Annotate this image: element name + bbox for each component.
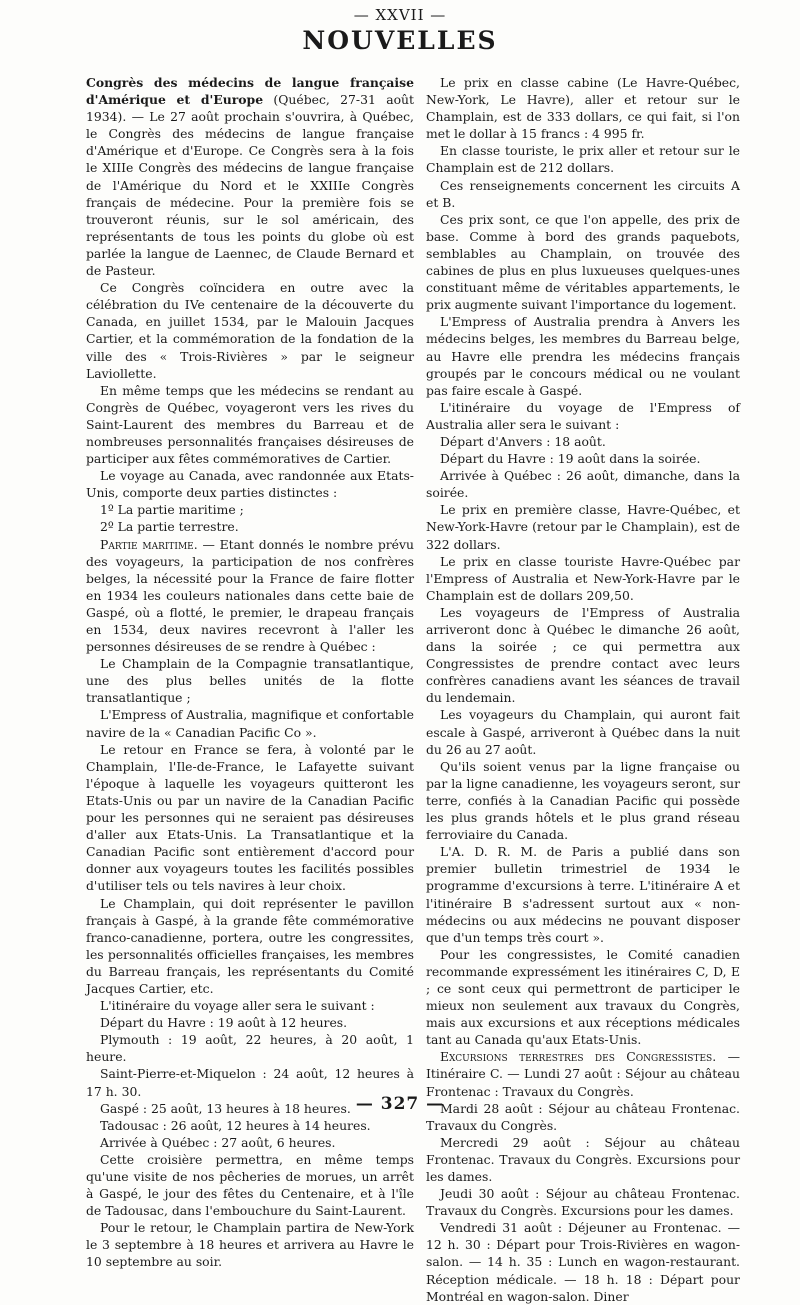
paragraph: Le prix en classe touriste Havre-Québec par l'Empress of Australia et New-York-Havre par le Champlain est de dollars 209,50. [426, 553, 740, 603]
paragraph: Ce Congrès coïncidera en outre avec la célébration du IVe centenaire de la découverte du Canada, en juillet 1534, par le Malouin Jacques Cartier, et la commémoration de la fondation de la ville des « Trois-Rivières » par le seigneur Laviollette. [86, 280, 414, 381]
paragraph: Le Champlain de la Compagnie transatlantique, une des plus belles unités de la flotte transatlantique ; [86, 656, 414, 706]
paragraph: Le prix en classe cabine (Le Havre-Québec, New-York, Le Havre), aller et retour sur le Champlain, est de 333 dollars, ce qui fait, si l'on met le dollar à 15 francs : 4 995 fr. [426, 75, 740, 142]
schedule-line: Départ du Havre : 19 août dans la soirée. [440, 451, 701, 467]
schedule-line: Saint-Pierre-et-Miquelon : 24 août, 12 heures à 17 h. 30. [86, 1066, 414, 1099]
paragraph: Cette croisière permettra, en même temps qu'une visite de nos pêcheries de morues, un arrêt à Gaspé, le jour des fêtes du Centenaire, et à l'île de Tadousac, dans l'embouchure du Saint-Laurent. [86, 1151, 414, 1219]
paragraph: L'Empress of Australia prendra à Anvers les médecins belges, les membres du Barreau belge, au Havre elle prendra les médecins français groupés par le concours médical ou ne voulant pas faire escale à Gaspé. [426, 314, 740, 398]
page-number: — 327 — [355, 1094, 445, 1114]
list-item: 1º La partie maritime ; [100, 502, 244, 518]
schedule-line: Plymouth : 19 août, 22 heures, à 20 août, 1 heure. [86, 1032, 414, 1065]
schedule-line: Arrivée à Québec : 26 août, dimanche, dans la soirée. [426, 468, 740, 501]
subheading: Excursions terrestres des Congressistes. [440, 1049, 717, 1065]
paragraph: Le Champlain, qui doit représenter le pavillon français à Gaspé, à la grande fête commémorative franco-canadienne, portera, outre les congressites, les personnalités officielles françaises, les membres du Barreau français, les représentants du Comité Jacques Cartier, etc. [86, 895, 414, 996]
paragraph: Pour les congressistes, le Comité canadien recommande expressément les itinéraires C, D, E ; ce sont ceux qui permettront de participer le mieux non seulement aux travaux du Congrès, mais aux excursions et aux réceptions médicales tant au Canada qu'aux Etats-Unis. [426, 946, 740, 1048]
schedule-line: Gaspé : 25 août, 13 heures à 18 heures. [100, 1100, 351, 1116]
subheading: Partie maritime. [100, 536, 198, 552]
paragraph [86, 536, 414, 656]
paragraph [86, 74, 414, 279]
paragraph: Mercredi 29 août : Séjour au château Frontenac. Travaux du Congrès. Excursions pour les dames. [426, 1134, 740, 1184]
paragraph: Jeudi 30 août : Séjour au château Frontenac. Travaux du Congrès. Excursions pour les dames. [426, 1186, 740, 1219]
right-column [426, 74, 740, 1305]
paragraph-text: (Québec, 27-31 août 1934). — Le 27 août prochain s'ouvrira, à Québec, le Congrès des médecins de langue française d'Amérique et d'Europe. Ce Congrès sera à la fois le XIIIe Congrès des médecins de langue française de l'Amérique du Nord et le XXIIIe Congrès français de médecine. Pour la première fois se trouveront réunis, sur le sol américain, des représentants de tous les points du globe où est parlée la langue de Laennec, de Claude Bernard et de Pasteur. [86, 92, 414, 279]
schedule-line: Départ du Havre : 19 août à 12 heures. [100, 1015, 348, 1031]
article-heading: Congrès des médecins de langue française d'Amérique et d'Europe [86, 75, 414, 108]
paragraph: L'Empress of Australia, magnifique et confortable navire de la « Canadian Pacific Co ». [86, 707, 414, 740]
paragraph: Les voyageurs de l'Empress of Australia arriveront donc à Québec le dimanche 26 août, dans la soirée ; ce qui permettra aux Congressistes de prendre contact avec leurs confrères canadiens avant les séances de travail du lendemain. [426, 604, 740, 706]
paragraph: En même temps que les médecins se rendant au Congrès de Québec, voyageront vers les rives du Saint-Laurent des membres du Barreau et de nombreuses personnalités françaises désireuses de participer aux fêtes commémoratives de Cartier. [86, 382, 414, 467]
left-column [86, 74, 414, 1271]
paragraph: Les voyageurs du Champlain, qui auront fait escale à Gaspé, arriveront à Québec dans la nuit du 26 au 27 août. [426, 707, 740, 757]
paragraph: L'itinéraire du voyage aller sera le suivant : [100, 998, 375, 1014]
schedule-line: Départ d'Anvers : 18 août. [440, 433, 606, 449]
paragraph: Le prix en première classe, Havre-Québec, et New-York-Havre (retour par le Champlain), est de 322 dollars. [426, 502, 740, 552]
paragraph: Ces prix sont, ce que l'on appelle, des prix de base. Comme à bord des grands paquebots, semblables au Champlain, on trouvée des cabines de plus en plus luxueuses quelques-unes constituant même de véritables appartements, le prix augmente suivant l'importance du logement. [426, 211, 740, 313]
paragraph: Le retour en France se fera, à volonté par le Champlain, l'Ile-de-France, le Lafayette suivant l'époque à laquelle les voyageurs quitteront les Etats-Unis ou par un navire de la Canadian Pacific pour les personnes qui ne seraient pas désireuses d'aller aux Etats-Unis. La Transatlantique et la Canadian Pacific sont entièrement d'accord pour donner aux voyageurs toutes les facilités possibles d'utiliser tels ou tels navires à leur choix. [86, 741, 414, 894]
paragraph: En classe touriste, le prix aller et retour sur le Champlain est de 212 dollars. [426, 143, 740, 176]
paragraph: Vendredi 31 août : Déjeuner au Frontenac. — 12 h. 30 : Départ pour Trois-Rivières en wagon-salon. — 14 h. 35 : Lunch en wagon-restaurant. Réception médicale. — 18 h. 18 : Départ pour Montréal en wagon-salon. Diner [426, 1220, 740, 1304]
paragraph: Le voyage au Canada, avec randonnée aux Etats-Unis, comporte deux parties distinctes : [86, 468, 414, 501]
paragraph: L'itinéraire du voyage de l'Empress of Australia aller sera le suivant : [426, 399, 740, 432]
paragraph: Pour le retour, le Champlain partira de New-York le 3 septembre à 18 heures et arrivera au Havre le 10 septembre au soir. [86, 1220, 414, 1270]
paragraph: Qu'ils soient venus par la ligne française ou par la ligne canadienne, les voyageurs seront, sur terre, confiés à la Canadian Pacific qui possède les plus grands hôtels et le plus grand réseau ferroviaire du Canada. [426, 758, 740, 843]
paragraph: Ces renseignements concernent les circuits A et B. [426, 177, 740, 210]
paragraph: L'A. D. R. M. de Paris a publié dans son premier bulletin trimestriel de 1934 le programme d'excursions à terre. L'itinéraire A et l'itinéraire B s'adressent surtout aux « non-médecins ou aux médecins ne pouvant disposer que d'un temps très court ». [426, 844, 740, 945]
paragraph [426, 1048, 740, 1099]
page-roman-header: — XXVII — [353, 6, 447, 24]
schedule-line: Arrivée à Québec : 27 août, 6 heures. [100, 1134, 336, 1150]
list-item: 2º La partie terrestre. [100, 519, 239, 535]
paragraph-text: — Etant donnés le nombre prévu des voyageurs, la participation de nos confrères belges, la nécessité pour la France de faire flotter en 1934 les couleurs nationales dans cette baie de Gaspé, où a flotté, le premier, le drapeau français en 1534, deux navires recevront à l'aller les personnes désireuses de se rendre à Québec : [86, 536, 414, 655]
paragraph-text: — Itinéraire C. — Lundi 27 août : Séjour au château Frontenac : Travaux du Congrès. [426, 1049, 740, 1099]
schedule-line: Tadousac : 26 août, 12 heures à 14 heures. [100, 1117, 371, 1133]
section-title: NOUVELLES [302, 26, 498, 55]
paragraph: Mardi 28 août : Séjour au château Frontenac. Travaux du Congrès. [426, 1100, 740, 1133]
